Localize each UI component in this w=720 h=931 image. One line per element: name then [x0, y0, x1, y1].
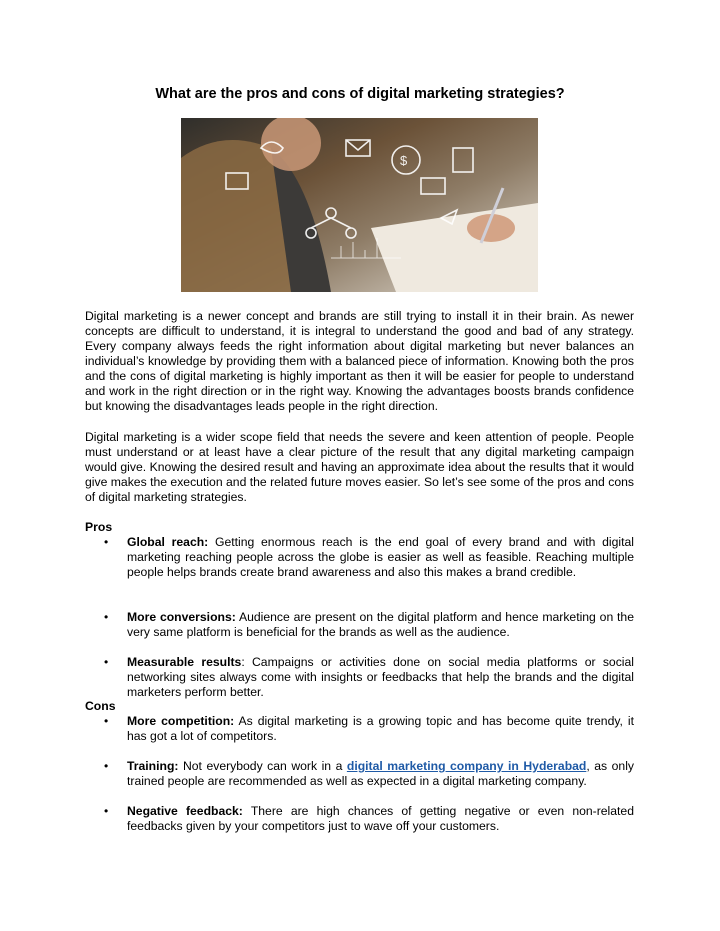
bullet-icon: • [104, 714, 109, 728]
item-text: As digital marketing is a growing topic and has become quite trendy, it has got a lot of competitors. [127, 714, 634, 743]
pros-item-measurable-results [127, 655, 634, 700]
item-text: : Campaigns or activities done on social media platforms or social networking sites always come with insights or feedbacks that help the brands and the digital marketers perform better. [127, 655, 634, 699]
cons-item-negative-feedback [127, 804, 634, 834]
scope-paragraph: Digital marketing is a wider scope field that needs the severe and keen attention of people. People must understand or at least have a clear picture of the result that any digital marketing campaign would give. Knowing the desired result and having an approximate idea about the results that it would give makes the execution and the related future moves easier. So let’s see some of the pros and cons of digital marketing strategies. [85, 430, 634, 504]
cons-item-more-competition [127, 714, 634, 744]
item-label: Training: [127, 759, 179, 773]
intro-paragraph: Digital marketing is a newer concept and brands are still trying to install it in their brain. As newer concepts are difficult to understand, it is integral to understand the good and bad of any strategy. Every company always feeds the right information about digital marketing but never balances an individual’s knowledge by providing them with a balanced piece of information. Knowing both the pros and the cons of digital marketing is highly important as then it will be easier for people to understand and work in the right direction or in the right way. Knowing the advantages boosts brands confidence but knowing the disadvantages leads people in the right direction. [85, 309, 634, 413]
cons-item-training [127, 759, 634, 789]
svg-text:$: $ [400, 153, 408, 168]
item-label: More competition: [127, 714, 235, 728]
hero-image [181, 118, 538, 292]
item-text: , as only trained people are recommended as well as expected in a digital marketing company. [127, 759, 635, 788]
cons-heading: Cons [85, 699, 116, 713]
item-text: Audience are present on the digital platform and hence marketing on the very same platform is beneficial for the brands as well as the audience. [127, 610, 634, 639]
item-text: Getting enormous reach is the end goal of every brand and with digital marketing reaching people across the globe is easier as well as feasible. Reaching multiple people helps brands create brand awareness and also this makes a brand credible. [127, 535, 634, 579]
bullet-icon: • [104, 655, 109, 669]
pros-item-global-reach [127, 535, 634, 580]
item-text: Not everybody can work in a [178, 759, 347, 773]
item-text: There are high chances of getting negative or even non-related feedbacks given by your competitors just to wave off your customers. [127, 804, 634, 833]
hyderabad-company-link[interactable]: digital marketing company in Hyderabad [346, 759, 587, 773]
bullet-icon: • [104, 804, 109, 818]
item-label: Negative feedback: [127, 804, 243, 818]
bullet-icon: • [104, 535, 109, 549]
bullet-icon: • [104, 610, 109, 624]
item-label: Global reach: [127, 535, 209, 549]
item-label: More conversions: [127, 610, 236, 624]
pros-heading: Pros [85, 520, 113, 534]
page-title: What are the pros and cons of digital marketing strategies? [155, 86, 565, 102]
bullet-icon: • [104, 759, 109, 773]
item-label: Measurable results [127, 655, 242, 669]
pros-item-more-conversions [127, 610, 634, 640]
